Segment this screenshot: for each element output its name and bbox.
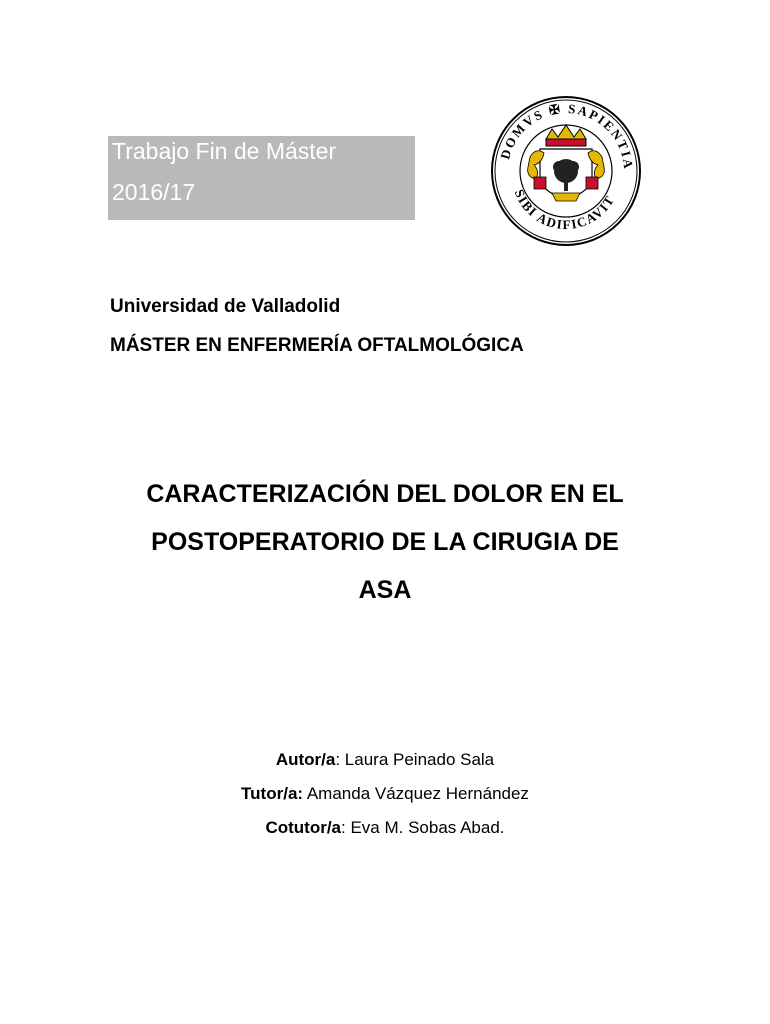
work-type-label: Trabajo Fin de Máster — [112, 138, 337, 164]
author-line — [100, 743, 670, 777]
program-name: MÁSTER EN ENFERMERÍA OFTALMOLÓGICA — [110, 335, 524, 356]
author-name: Laura Peinado Sala — [340, 750, 495, 769]
author-label: Autor/a — [275, 750, 336, 769]
credits-block — [100, 743, 670, 845]
thesis-title-line-1: CARACTERIZACIÓN DEL DOLOR EN EL — [146, 480, 624, 508]
svg-text:SIBI ADIFICAVIT: SIBI ADIFICAVIT — [511, 187, 618, 233]
work-type-box — [108, 136, 415, 220]
thesis-title-line-2: POSTOPERATORIO DE LA CIRUGIA DE — [151, 528, 619, 556]
academic-year: 2016/17 — [112, 179, 196, 205]
thesis-title-line-3: ASA — [358, 576, 412, 604]
tutor-label: Tutor/a: — [241, 784, 304, 803]
cotutor-name: Eva M. Sobas Abad. — [345, 818, 505, 837]
university-seal-icon — [490, 95, 642, 247]
cotutor-line — [100, 811, 670, 845]
svg-text:DOMVS ✠ SAPIENTIA: DOMVS ✠ SAPIENTIA — [497, 100, 637, 172]
author-separator: : — [335, 750, 341, 769]
cotutor-label: Cotutor/a — [265, 818, 342, 837]
tutor-line — [100, 777, 670, 811]
cotutor-separator: : — [341, 818, 346, 837]
university-name: Universidad de Valladolid — [110, 296, 341, 317]
tutor-name: Amanda Vázquez Hernández — [303, 784, 529, 803]
thesis-title — [100, 470, 670, 614]
